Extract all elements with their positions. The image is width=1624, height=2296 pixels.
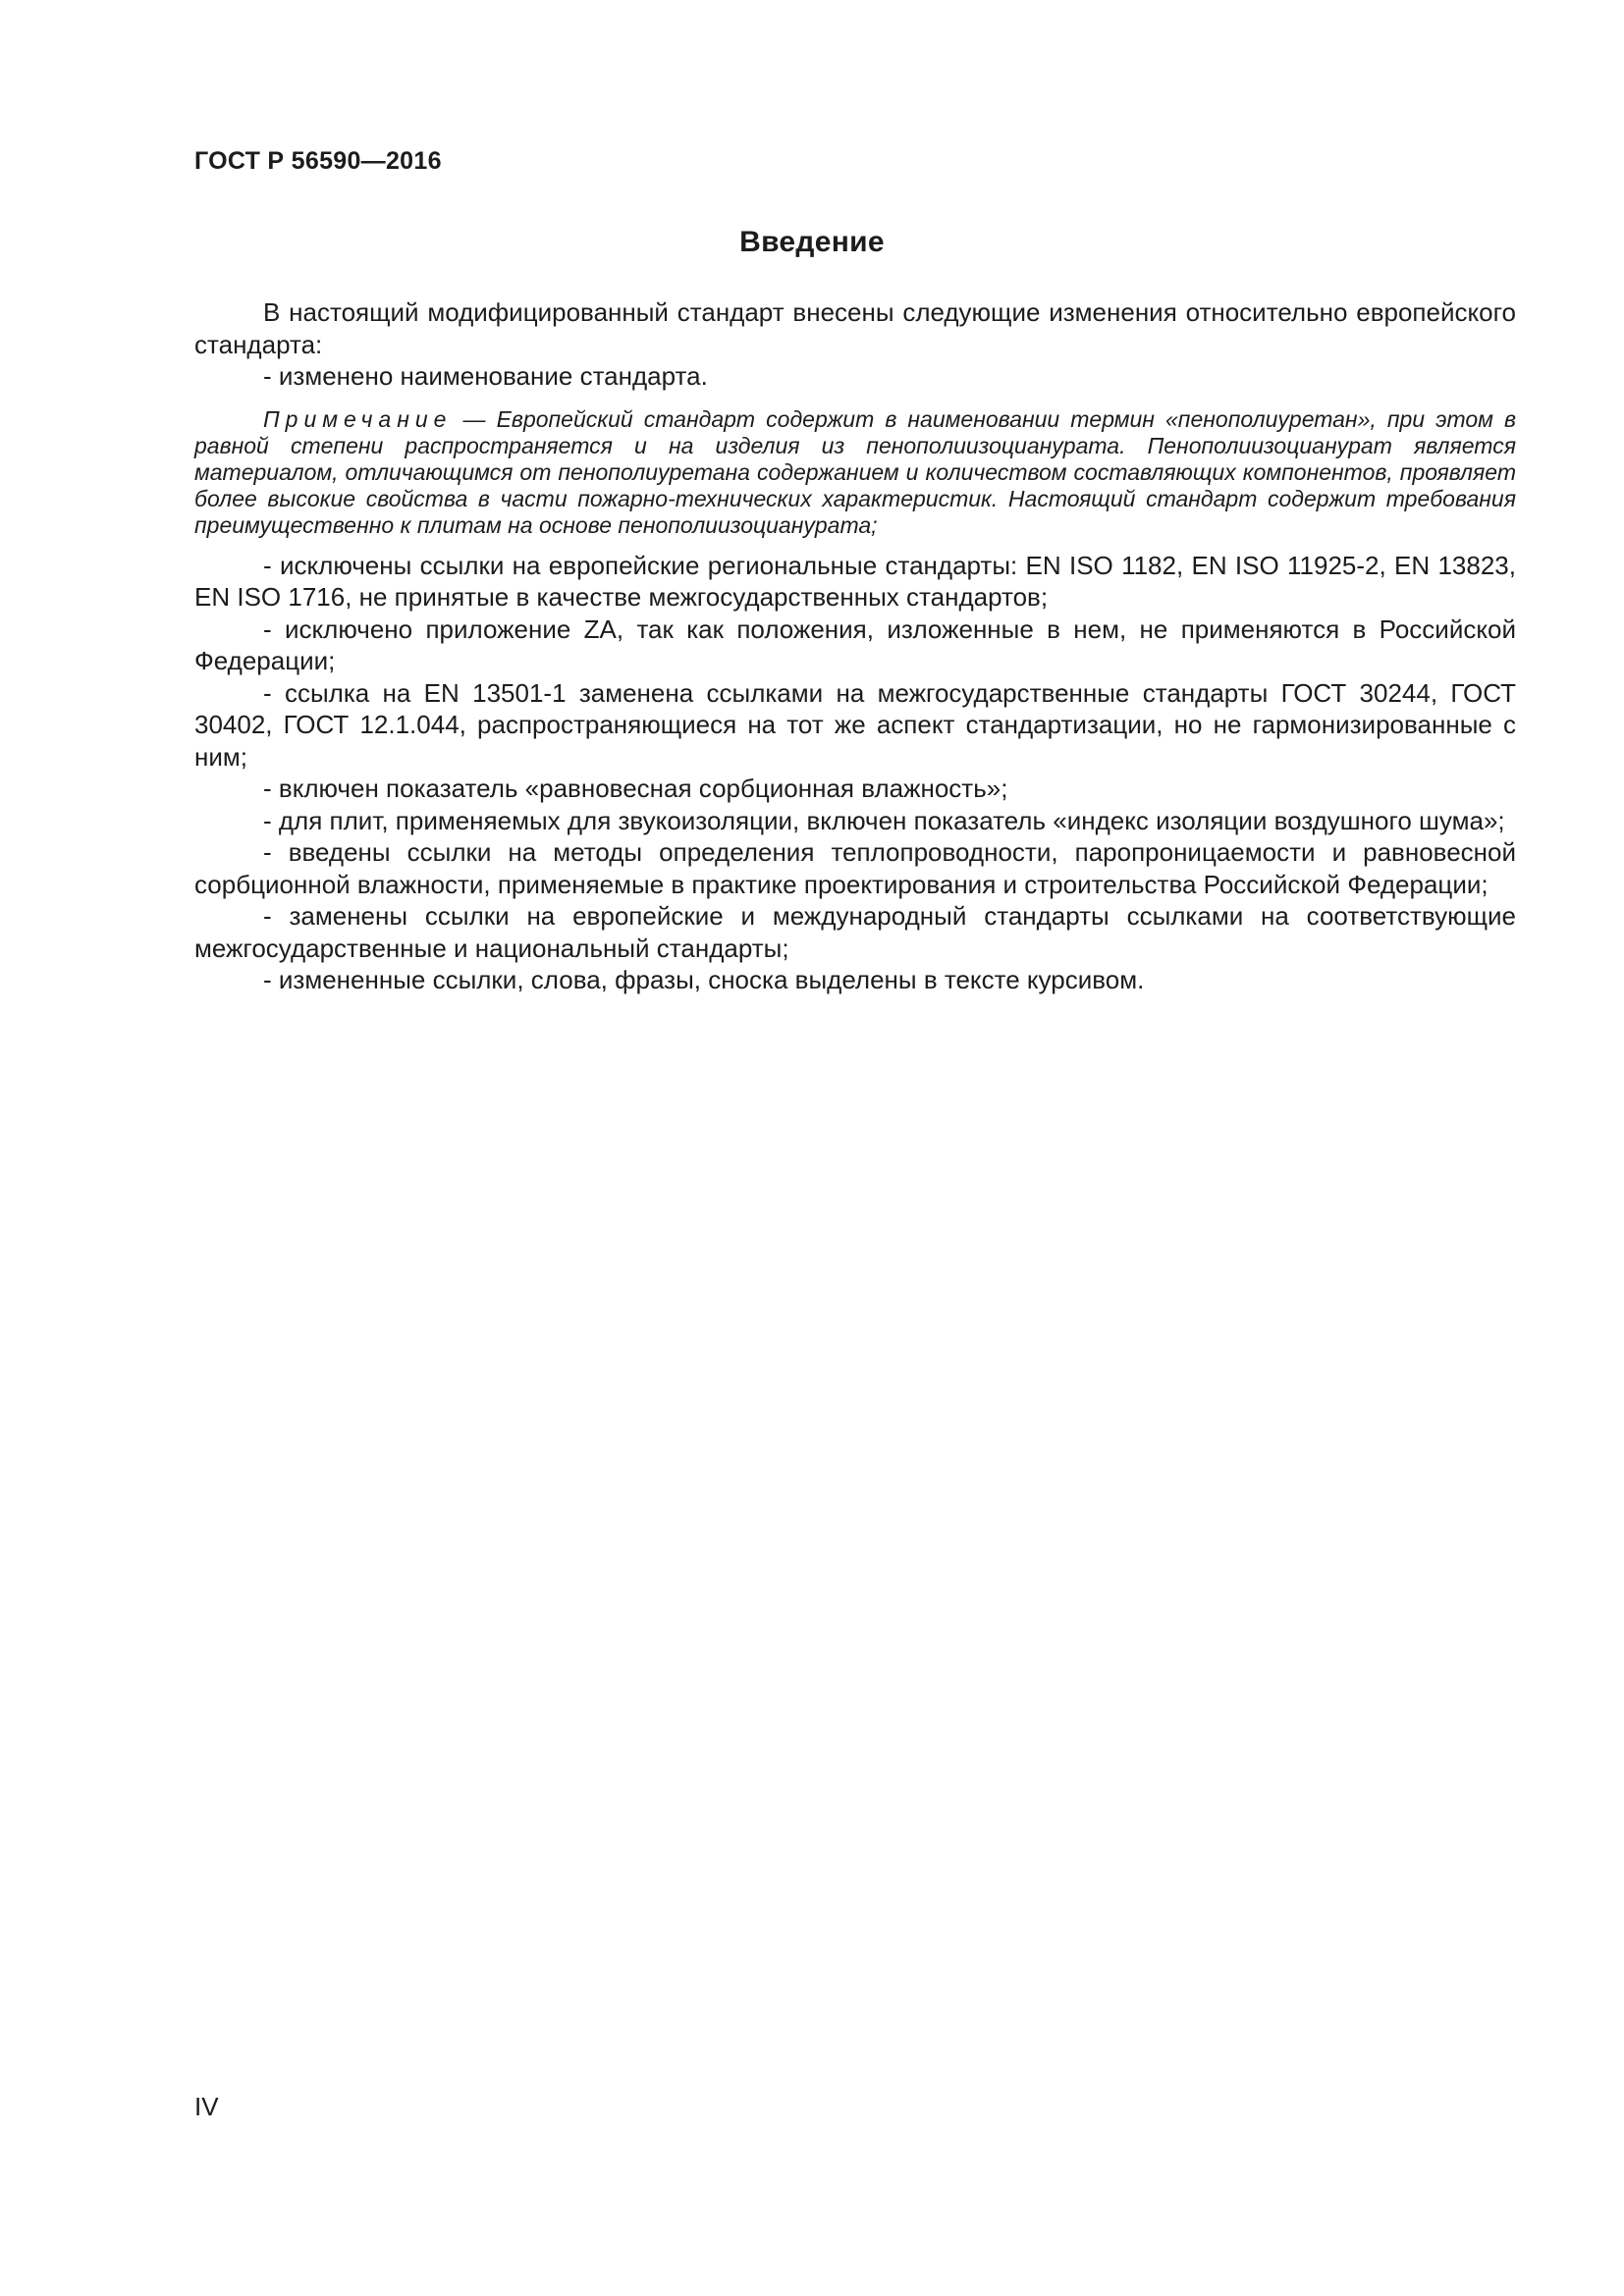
note-block — [194, 406, 1516, 539]
note-text: — Европейский стандарт содержит в наименовании термин «пенополиуретан», при этом в равной степени распространяется и на изделия из пенополиизоцианурата. Пенополиизоцианурат является материалом, отличающимся от пенополиуретана содержанием и количеством составляющих компонентов, проявляет более высокие свойства в части пожарно-технических характеристик. Настоящий стандарт содержит требования преимущественно к плитам на основе пенополиизоцианурата; — [194, 405, 1516, 538]
change-item: - исключено приложение ZA, так как положения, изложенные в нем, не применяются в Российской Федерации; — [194, 614, 1516, 675]
note-label: Примечание — [263, 405, 453, 432]
change-item: - введены ссылки на методы определения теплопроводности, паропроницаемости и равновесной сорбционной влажности, применяемые в практике проектирования и строительства Российской Федерации; — [194, 837, 1516, 899]
section-body — [194, 296, 1516, 996]
change-item: - для плит, применяемых для звукоизоляции, включен показатель «индекс изоляции воздушного шума»; — [263, 805, 1505, 835]
change-item: - измененные ссылки, слова, фразы, сноска выделены в тексте курсивом. — [263, 965, 1145, 994]
intro-list-item: - изменено наименование стандарта. — [263, 361, 708, 391]
document-header: ГОСТ Р 56590—2016 — [194, 147, 442, 175]
change-item: - включен показатель «равновесная сорбционная влажность»; — [263, 774, 1008, 803]
page-number: IV — [194, 2092, 219, 2121]
change-item: - исключены ссылки на европейские региональные стандарты: EN ISO 1182, EN ISO 11925-2, EN 13823, EN ISO 1716, не принятые в качестве межгосударственных стандартов; — [194, 550, 1516, 612]
change-item: - заменены ссылки на европейские и международный стандарты ссылками на соответствующие межгосударственные и национальный стандарты; — [194, 901, 1516, 963]
section-title: Введение — [739, 226, 885, 258]
intro-paragraph: В настоящий модифицированный стандарт внесены следующие изменения относительно европейского стандарта: — [194, 297, 1516, 359]
change-item: - ссылка на EN 13501-1 заменена ссылками на межгосударственные стандарты ГОСТ 30244, ГОСТ 30402, ГОСТ 12.1.044, распространяющиеся на тот же аспект стандартизации, но не гармонизированные с ним; — [194, 677, 1516, 772]
